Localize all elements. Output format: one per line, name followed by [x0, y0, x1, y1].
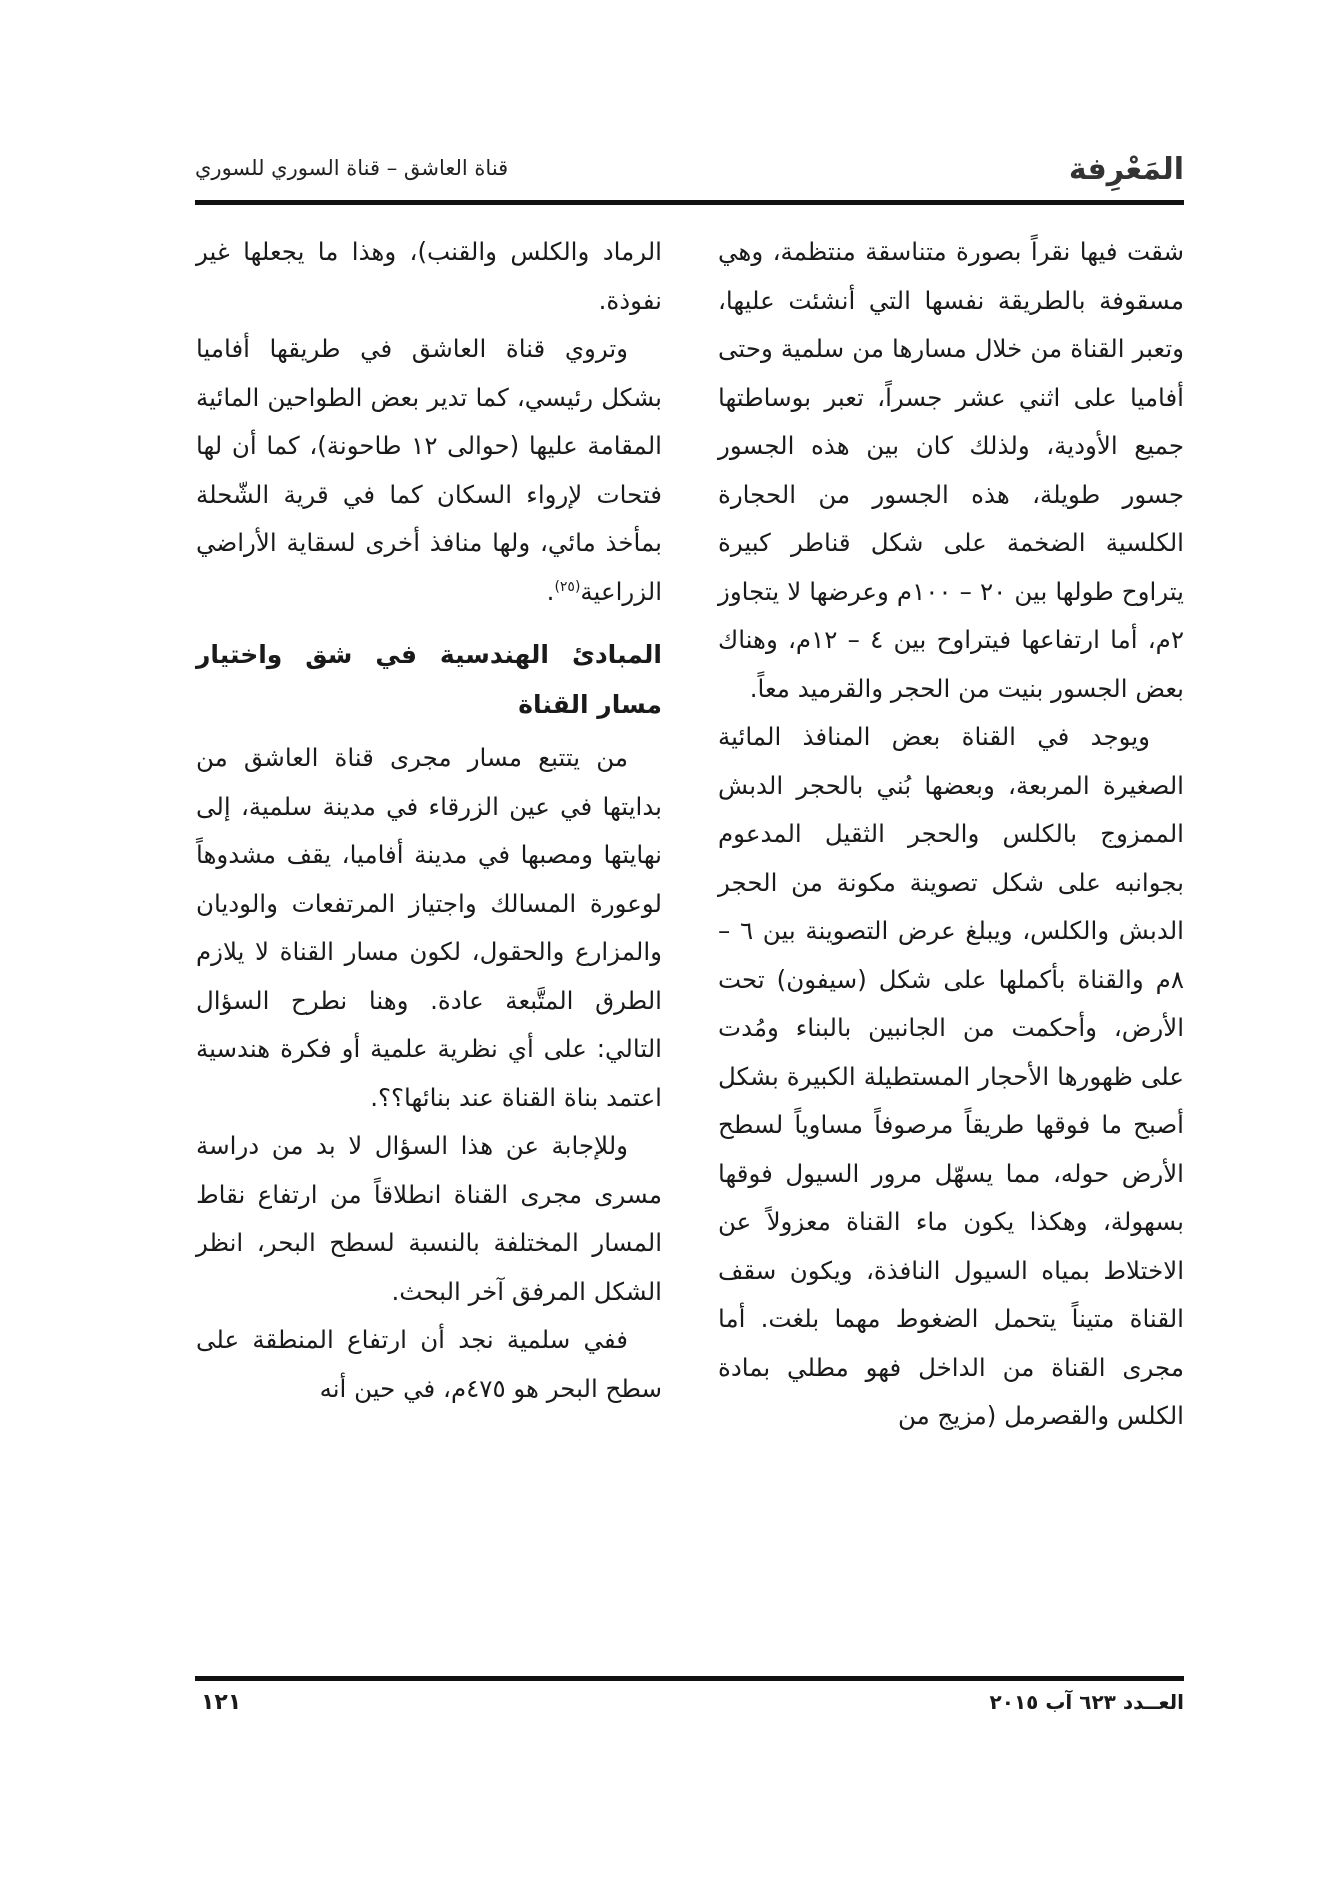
paragraph: الرماد والكلس والقنب)، وهذا ما يجعلها غير نفوذة. [196, 237, 662, 315]
paragraph: من يتتبع مسار مجرى قناة العاشق من بدايتها في عين الزرقاء في مدينة سلمية، إلى نهايتها ومصبها في مدينة أفاميا، يقف مشدوهاً لوعورة المسالك واجتياز المرتفعات والوديان والمزارع والحقول، لكون مسار القناة لا يلازم الطرق المتَّبعة عادة. وهنا نطرح السؤال التالي: على أي نظرية علمية أو فكرة هندسية اعتمد بناة القناة عند بنائها؟؟. [196, 743, 662, 1112]
page-header [195, 152, 1184, 198]
paragraph: شقت فيها نقراً بصورة متناسقة منتظمة، وهي مسقوفة بالطريقة نفسها التي أنشئت عليها، وتعبر القناة من خلال مسارها من سلمية وحتى أفاميا على اثني عشر جسراً، تعبر بوساطتها جميع الأودية، ولذلك كان بين هذه الجسور جسور طويلة، هذه الجسور من الحجارة الكلسية الضخمة على شكل قناطر كبيرة يتراوح طولها بين ٢٠ – ١٠٠م وعرضها لا يتجاوز ٢م، أما ارتفاعها فيتراوح بين ٤ – ١٢م، وهناك بعض الجسور بنيت من الحجر والقرميد معاً. [718, 237, 1185, 703]
header-rule [195, 200, 1184, 205]
left-column [196, 228, 662, 1413]
paragraph: وللإجابة عن هذا السؤال لا بد من دراسة مسرى مجرى القناة انطلاقاً من ارتفاع نقاط المسار المختلفة بالنسبة لسطح البحر، انظر الشكل المرفق آخر البحث. [196, 1131, 662, 1306]
paragraph-end: . [546, 576, 555, 606]
paragraph: ففي سلمية نجد أن ارتفاع المنطقة على سطح البحر هو ٤٧٥م، في حين أنه [196, 1325, 662, 1403]
footer-rule [195, 1676, 1184, 1681]
magazine-logo: المَعْرِفة [1068, 152, 1184, 187]
page-number: ١٢١ [201, 1690, 242, 1715]
paragraph-text: وتروي قناة العاشق في طريقها أفاميا بشكل رئيسي، كما تدير بعض الطواحين المائية المقامة عليها (حوالى ١٢ طاحونة)، كما أن لها فتحات لإرواء السكان كما في قرية الشّحلة بمأخذ مائي، ولها منافذ أخرى لسقاية الأراضي الزراعية [196, 334, 662, 606]
footnote-ref: (٢٥) [554, 578, 581, 595]
page-footer [195, 1690, 1184, 1730]
issue-info: العــدد ٦٢٣ آب ٢٠١٥ [989, 1690, 1184, 1714]
paragraph: ويوجد في القناة بعض المنافذ المائية الصغيرة المربعة، وبعضها بُني بالحجر الدبش الممزوج بالكلس والحجر الثقيل المدعوم بجوانبه على شكل تصوينة مكونة من الحجر الدبش والكلس، ويبلغ عرض التصوينة بين ٦ – ٨م والقناة بأكملها على شكل (سيفون) تحت الأرض، وأحكمت من الجانبين بالبناء ومُدت على ظهورها الأحجار المستطيلة الكبيرة بشكل أصبح ما فوقها طريقاً مرصوفاً مساوياً لسطح الأرض حوله، مما يسهّل مرور السيول فوقها بسهولة، وهكذا يكون ماء القناة معزولاً عن الاختلاط بمياه السيول النافذة، ويكون سقف القناة متيناً يتحمل الضغوط مهما بلغت. أما مجرى القناة من الداخل فهو مطلي بمادة الكلس والقصرمل (مزيج من [718, 722, 1184, 1430]
running-title: قناة العاشق – قناة السوري للسوري [195, 156, 509, 180]
paragraph [196, 325, 662, 616]
right-column [718, 228, 1184, 1441]
section-heading: المبادئ الهندسية في شق واختيار مسار القناة [196, 640, 662, 719]
